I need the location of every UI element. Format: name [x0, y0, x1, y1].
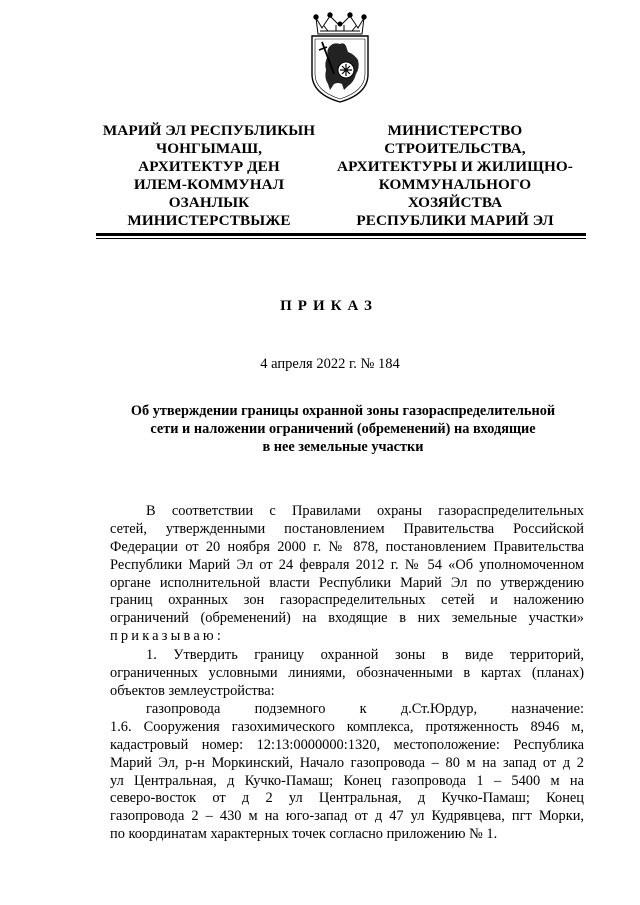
header-right-line: СТРОИТЕЛЬСТВА, [384, 140, 526, 157]
header-right-line: ХОЗЯЙСТВА [407, 194, 503, 211]
body-line: границ охранных зон газораспределительных сетей и наложению [110, 592, 584, 609]
body-line: 1. Утвердить границу охранной зоны в виде территорий, [146, 647, 584, 663]
header-left-line: АРХИТЕКТУР ДЕН [138, 158, 280, 175]
subject-line: в нее земельные участки [262, 439, 424, 455]
body-line: газопровода 2 – 430 м на юго-запад от д 47 ул Кудрявцева, пгт Морки, [110, 808, 584, 825]
header-divider-thin [96, 238, 586, 239]
body-line: газопровода подземного к д.Ст.Юрдур, назначение: [146, 701, 584, 717]
header-right-ministry-name-russian [330, 122, 580, 230]
paragraph-preamble [110, 503, 584, 646]
body-line: кадастровый номер: 12:13:0000000:1320, местоположение: Республика [110, 736, 584, 753]
document-subject [100, 402, 586, 456]
header-right-line: АРХИТЕКТУРЫ И ЖИЛИЩНО- [337, 158, 573, 175]
header-left-ministry-name-mari [100, 122, 318, 230]
paragraph-gas-pipeline-description [110, 701, 584, 844]
header-right-line: МИНИСТЕРСТВО [387, 122, 523, 139]
header-left-line: ЧОНГЫМАШ, [155, 140, 263, 157]
body-line: ограниченных условными линиями, обозначенными в картах (планах) [110, 664, 584, 681]
body-line: северо-восток от д 2 ул Центральная, д Кучко-Памаш; Конец [110, 790, 584, 807]
header-left-line: МИНИСТЕРСТВЫЖЕ [127, 212, 291, 229]
header-divider-thick [96, 233, 586, 236]
paragraph-item-1 [110, 647, 584, 701]
header-left-line: ИЛЕМ-КОММУНАЛ [133, 176, 285, 193]
header-left-line: МАРИЙ ЭЛ РЕСПУБЛИКЫН [102, 122, 316, 139]
body-line: ул Центральная, д Кучко-Памаш; Конец газопровода 1 – 5400 м на [110, 772, 584, 789]
body-line: В соответствии с Правилами охраны газораспределительных [146, 503, 584, 519]
coat-of-arms-emblem [300, 12, 380, 104]
header-left-line: ОЗАНЛЫК [168, 194, 250, 211]
body-line: Республики Марий Эл от 24 февраля 2012 г. № 54 «Об уполномоченном [110, 556, 584, 573]
header-right-line: РЕСПУБЛИКИ МАРИЙ ЭЛ [356, 212, 554, 229]
body-line-order-word: приказываю: [110, 628, 225, 645]
header-right-line: КОММУНАЛЬНОГО [378, 176, 532, 193]
document-type-title: ПРИКАЗ [280, 298, 378, 314]
body-line: сетей, утвержденными постановлением Правительства Российской [110, 520, 584, 537]
body-line: 1.6. Сооружения газохимического комплекса, протяженность 8946 м, [110, 718, 584, 735]
coat-of-arms-icon [300, 12, 380, 104]
subject-line: Об утверждении границы охранной зоны газораспределительной [130, 403, 556, 419]
body-line: объектов землеустройства: [110, 682, 275, 699]
body-line: ограничений (обременений) на входящие в них земельные участки» [110, 610, 584, 627]
body-line: по координатам характерных точек согласно приложению № 1. [110, 826, 498, 843]
body-line: Федерации от 20 ноября 2000 г. № 878, постановлением Правительства [110, 538, 584, 555]
document-date-number: 4 апреля 2022 г. № 184 [260, 356, 400, 372]
subject-line: сети и наложении ограничений (обременений) на входящие [150, 421, 536, 437]
body-line: органе исполнительной власти Республики Марий Эл по утверждению [110, 574, 584, 591]
body-line: Марий Эл, р-н Моркинский, Начало газопровода – 80 м на запад от д 2 [110, 754, 584, 771]
